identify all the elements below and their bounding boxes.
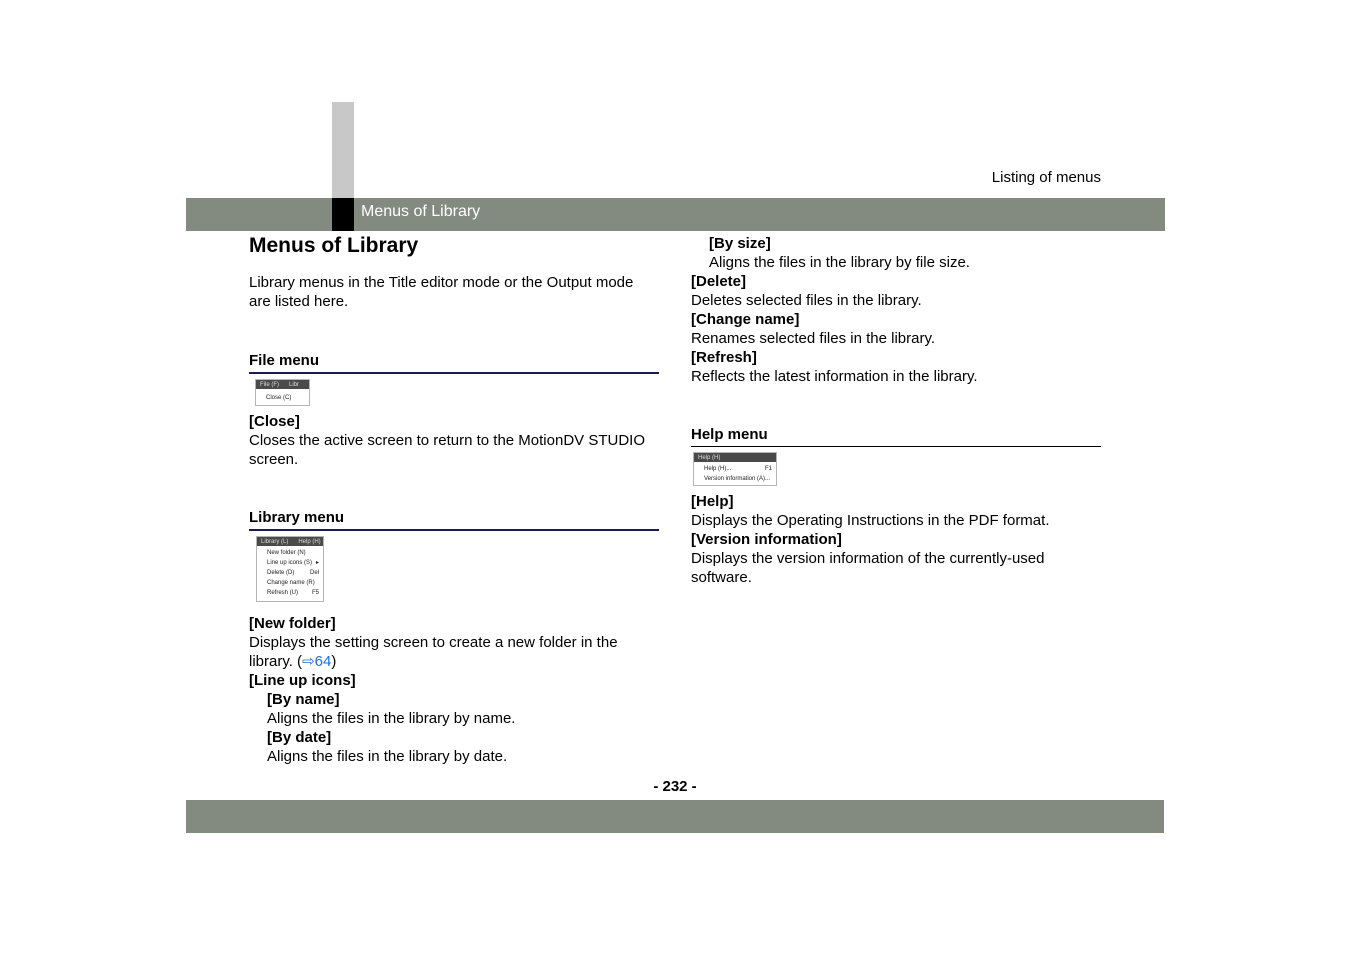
line-up-icons-title: [Line up icons] [249, 672, 356, 689]
library-menu-heading: Library menu [249, 508, 659, 531]
shot-row-key: ▸ [315, 560, 319, 566]
page-link[interactable] [302, 653, 331, 670]
close-item-title: [Close] [249, 413, 300, 430]
help-menu-shot-row [694, 474, 776, 484]
line-up-sub-list [249, 690, 659, 766]
shot-row-key: F5 [311, 590, 319, 596]
right-column [691, 234, 1101, 587]
change-name-desc: Renames selected files in the library. [691, 330, 935, 347]
file-menu-shot-row [256, 393, 309, 403]
library-menu-shot-bar-item: Library (L) [261, 538, 289, 545]
file-menu-shot-bar-item: File (F) [260, 381, 279, 388]
library-menu-shot-row [257, 548, 323, 558]
footer-bar [186, 800, 1164, 833]
by-date-desc: Aligns the files in the library by date. [267, 748, 508, 765]
help-menu-shot-bar [694, 453, 776, 462]
library-menu-shot-bar-item: Help (H) [298, 538, 321, 545]
help-item-title: [Help] [691, 493, 734, 510]
change-name-title: [Change name] [691, 311, 800, 328]
by-name-title: [By name] [267, 691, 340, 708]
help-menu-shot-row [694, 464, 776, 474]
refresh-desc: Reflects the latest information in the library. [691, 368, 978, 385]
library-menu-screenshot [256, 536, 324, 602]
file-menu-shot-row-label: Close (C) [266, 395, 292, 401]
shot-row-label: Change name (R) [267, 580, 315, 586]
close-item-desc: Closes the active screen to return to the MotionDV STUDIO screen. [249, 432, 645, 468]
shot-row-key: F1 [764, 466, 772, 472]
page-number: - 232 - [653, 778, 697, 795]
delete-desc: Deletes selected files in the library. [691, 292, 922, 309]
new-folder-desc [249, 633, 659, 671]
new-folder-title: [New folder] [249, 615, 336, 632]
version-information-desc: Displays the version information of the currently-used software. [691, 550, 1045, 586]
help-menu-shot-bar-item: Help (H) [698, 454, 721, 461]
header-gray-tab [332, 102, 354, 198]
version-information-title: [Version information] [691, 531, 842, 548]
shot-row-label: New folder (N) [267, 550, 306, 556]
shot-row-label: Refresh (U) [267, 590, 299, 596]
file-menu-shot-bar [256, 380, 309, 389]
library-menu-shot-row [257, 558, 323, 568]
shot-row-key: Del [309, 570, 319, 576]
library-menu-shot-row [257, 578, 323, 588]
refresh-title: [Refresh] [691, 349, 757, 366]
by-size-desc: Aligns the files in the library by file size. [709, 254, 970, 271]
left-column [249, 232, 659, 766]
delete-title: [Delete] [691, 273, 747, 290]
library-menu-shot-bar [257, 537, 323, 546]
running-head: Listing of menus [991, 169, 1101, 186]
shot-row-label: Version information (A)... [704, 476, 771, 482]
page-title: Menus of Library [249, 234, 419, 257]
help-menu-screenshot [693, 452, 777, 486]
arrow-right-icon: ⇨ [302, 653, 315, 670]
help-menu-heading: Help menu [691, 425, 1101, 447]
header-black-tab [332, 198, 354, 231]
file-menu-screenshot [255, 379, 310, 406]
new-folder-desc-text: Displays the setting screen to create a new folder in the library. ( [249, 634, 618, 670]
line-up-sub-list-continued [691, 234, 1101, 272]
library-menu-shot-row [257, 588, 323, 598]
file-menu-heading: File menu [249, 351, 659, 374]
page-link-number: 64 [314, 653, 332, 670]
by-date-title: [By date] [267, 729, 332, 746]
new-folder-desc-close: ) [331, 653, 337, 670]
library-menu-shot-row [257, 568, 323, 578]
by-size-title: [By size] [709, 235, 771, 252]
shot-row-label: Line up icons (S) [267, 560, 313, 566]
shot-row-label: Delete (D) [267, 570, 295, 576]
by-name-desc: Aligns the files in the library by name. [267, 710, 516, 727]
header-section-title: Menus of Library [361, 203, 481, 220]
shot-row-label: Help (H)... [704, 466, 732, 472]
help-item-desc: Displays the Operating Instructions in the PDF format. [691, 512, 1050, 529]
intro-text: Library menus in the Title editor mode or the Output mode are listed here. [249, 274, 634, 310]
file-menu-shot-bar-item: Libr [289, 381, 300, 388]
